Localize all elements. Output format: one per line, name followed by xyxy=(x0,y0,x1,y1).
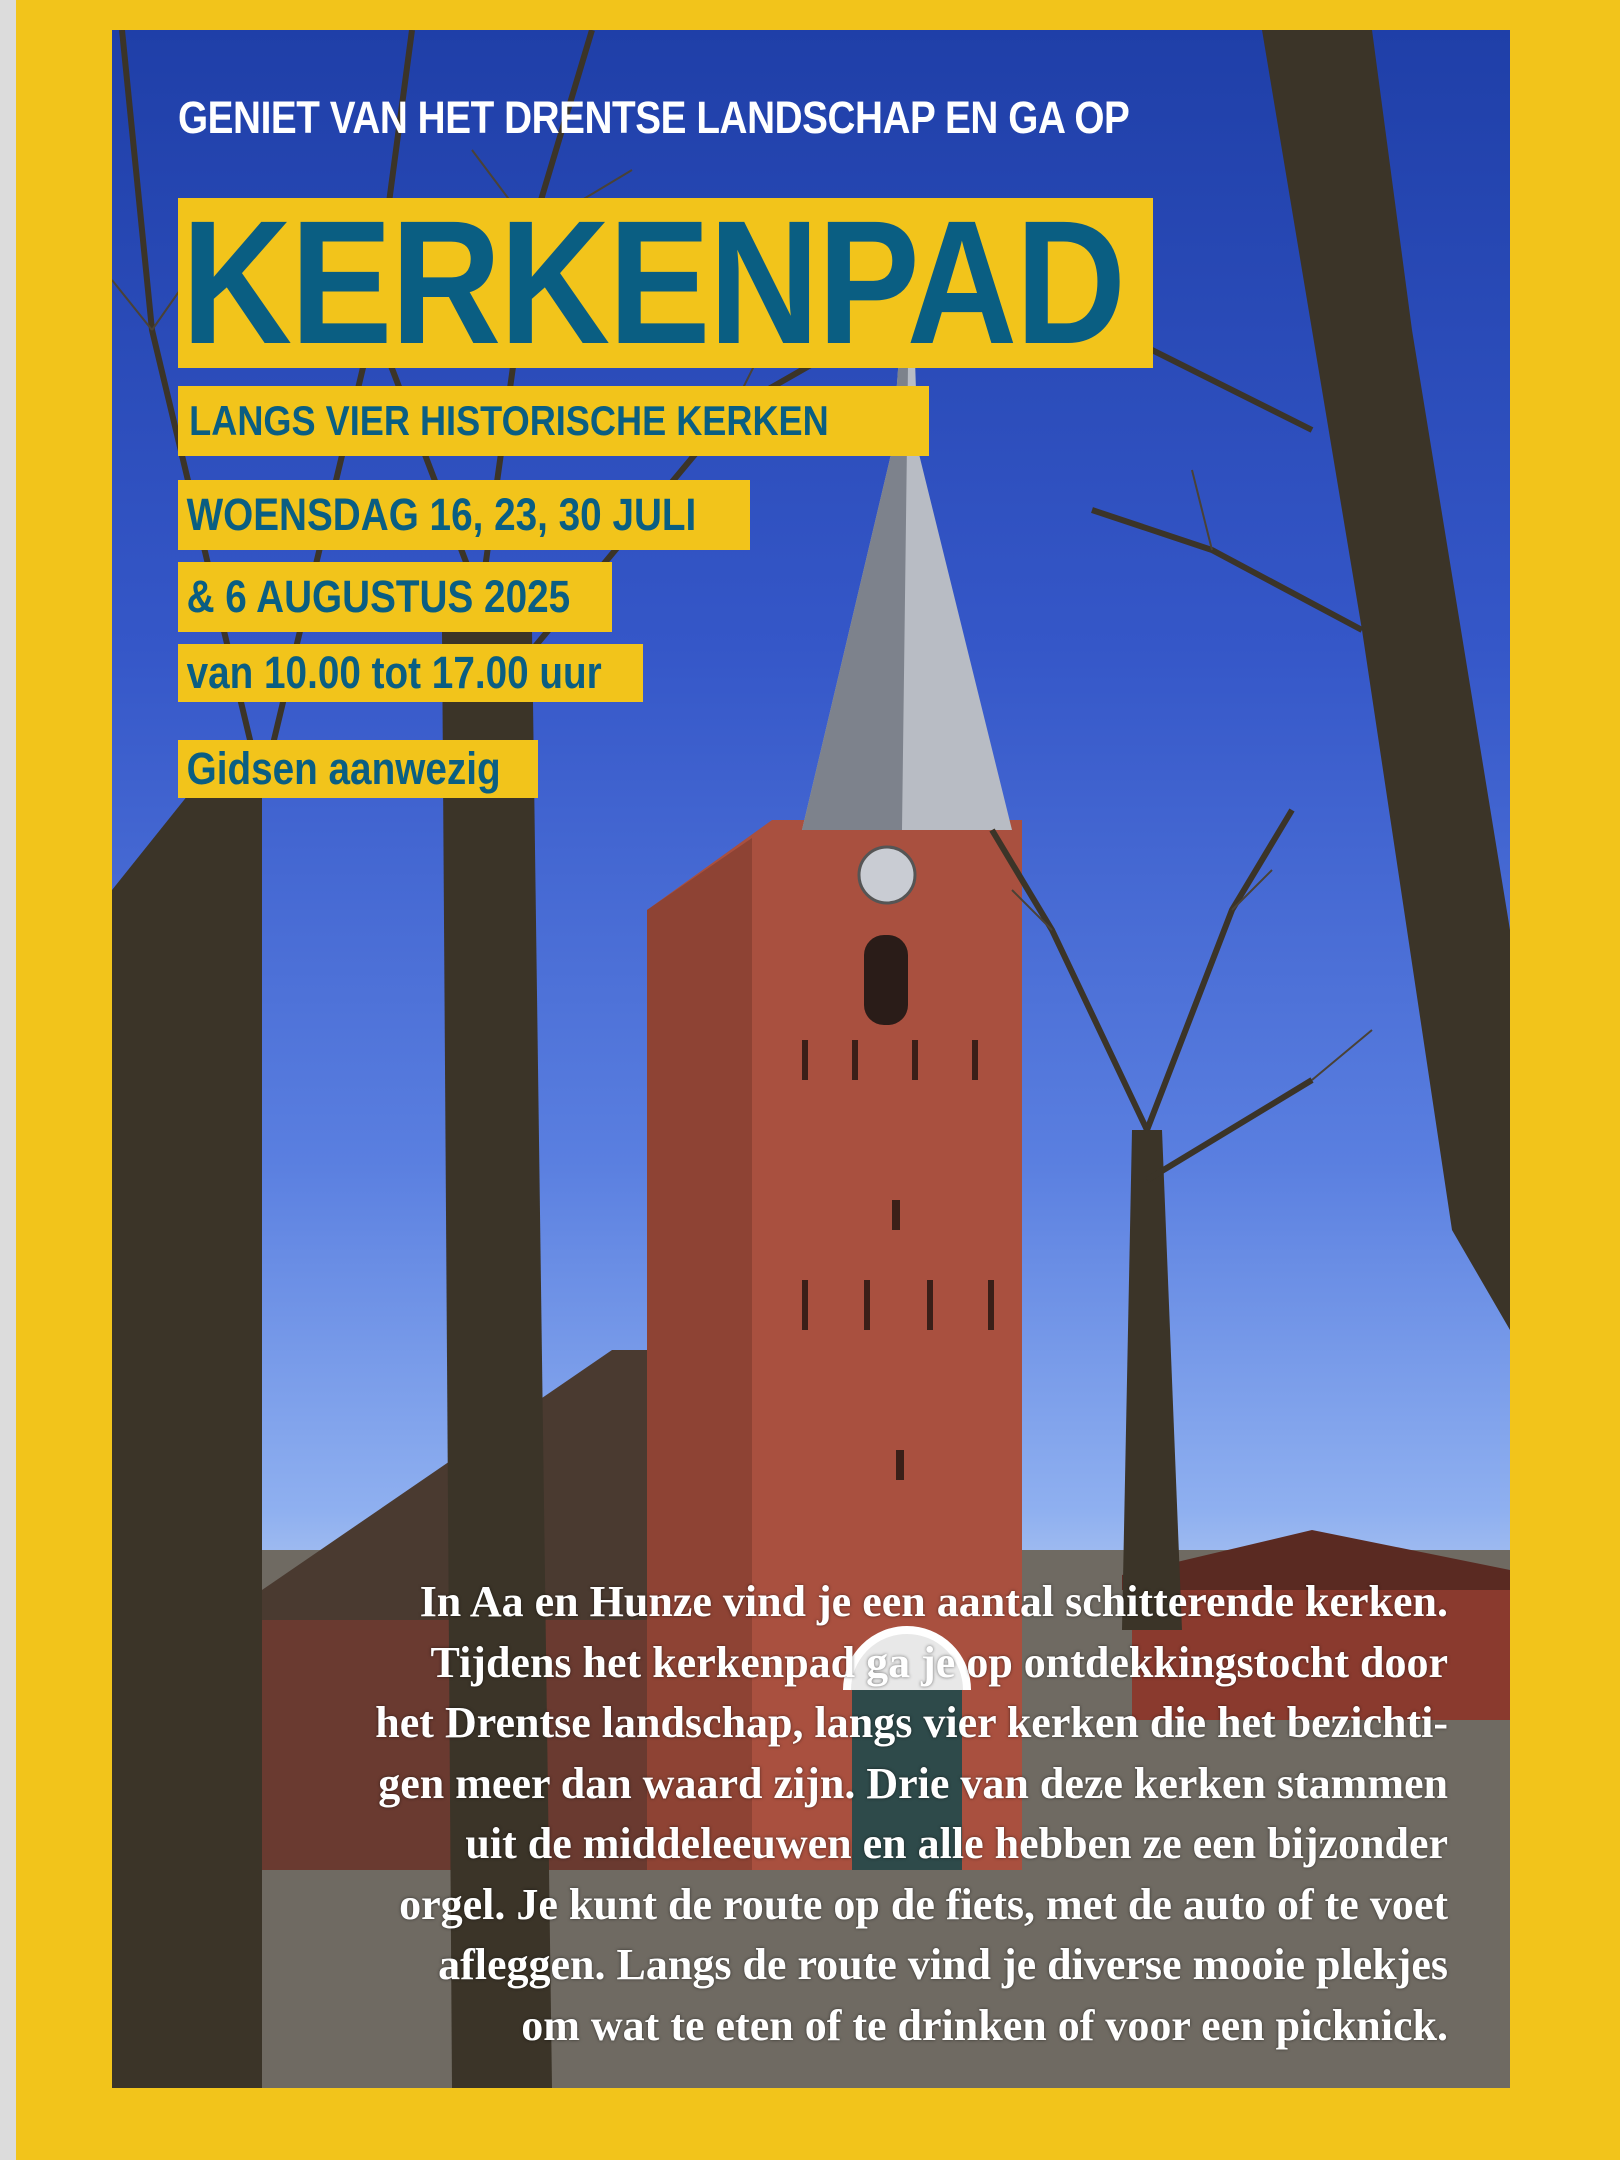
date-text-1: WOENSDAG 16, 23, 30 JULI xyxy=(186,489,697,540)
poster-subtitle: LANGS VIER HISTORISCHE KERKEN xyxy=(189,397,829,444)
description-line: In Aa en Hunze vind je een aantal schitterende kerken. xyxy=(419,1577,1448,1626)
time-text: van 10.00 tot 17.00 uur xyxy=(186,647,602,698)
title-box xyxy=(178,198,1153,368)
description-paragraph xyxy=(150,1572,1448,2056)
tower-window xyxy=(864,935,908,1025)
description-line: om wat te eten of te drinken of voor een picknick. xyxy=(521,2000,1448,2050)
date-line-1 xyxy=(178,480,750,550)
date-text-2: & 6 AUGUSTUS 2025 xyxy=(186,571,571,622)
tagline: GENIET VAN HET DRENTSE LANDSCHAP EN GA OP xyxy=(178,92,1130,143)
description-line: het Drentse landschap, langs vier kerken die het bezichti- xyxy=(375,1698,1448,1747)
time-line xyxy=(178,644,643,702)
description-line: gen meer dan waard zijn. Drie van deze kerken stammen xyxy=(378,1758,1448,1808)
description-line: orgel. Je kunt de route op de fiets, met de auto of te voet xyxy=(399,1879,1448,1929)
date-line-2 xyxy=(178,562,612,632)
tower-clock xyxy=(859,847,915,903)
description-line: Tijdens het kerkenpad ga je op ontdekkingstocht door xyxy=(430,1637,1448,1687)
poster-title: KERKENPAD xyxy=(181,198,1125,368)
guides-box xyxy=(178,740,538,798)
subtitle-box xyxy=(178,386,929,456)
page-edge xyxy=(0,0,16,2160)
description-line: uit de middeleeuwen en alle hebben ze een bijzonder xyxy=(465,1819,1448,1868)
guides-text: Gidsen aanwezig xyxy=(186,743,501,794)
description-line: afleggen. Langs de route vind je diverse mooie plekjes xyxy=(438,1940,1448,1989)
